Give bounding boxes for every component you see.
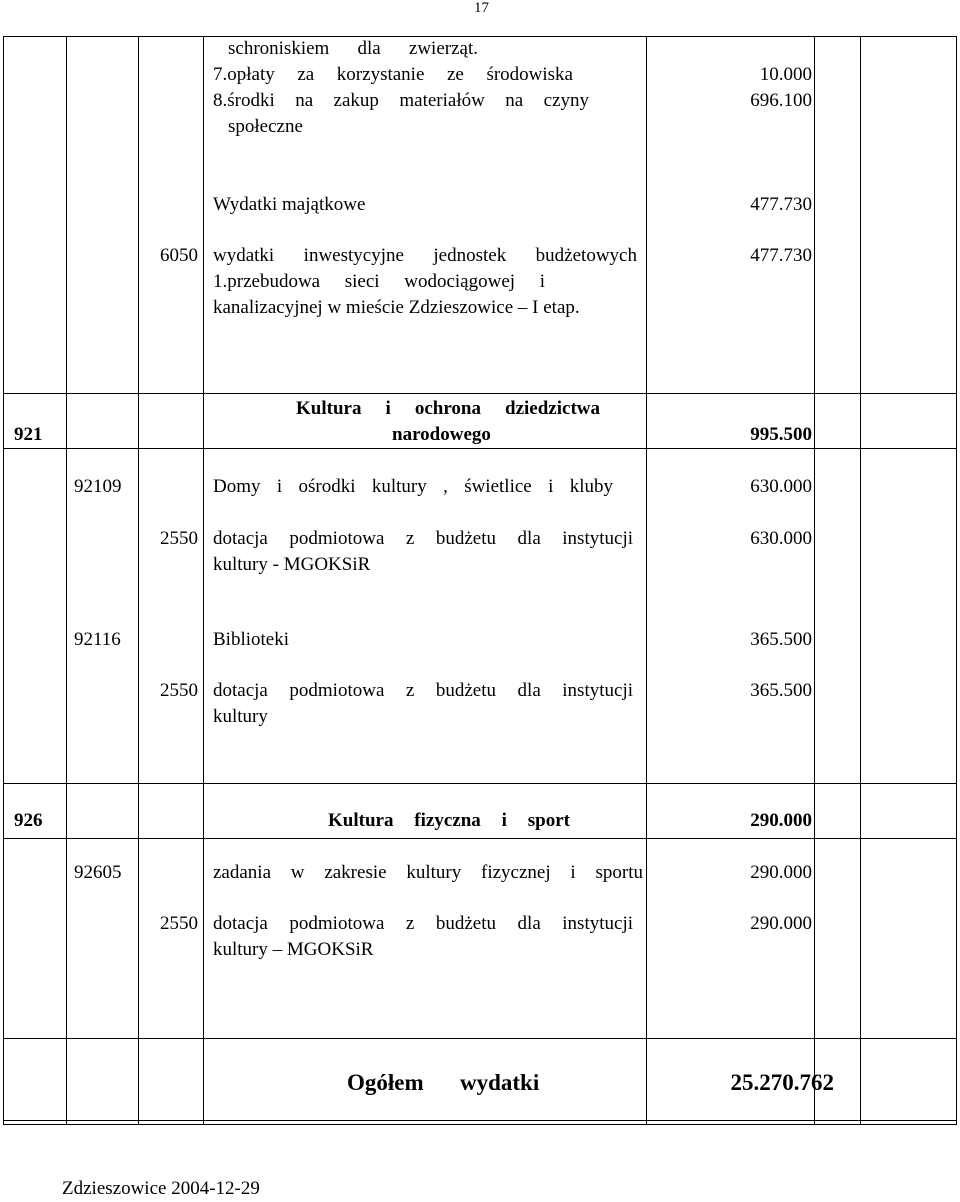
section-amount: 290.000: [750, 810, 812, 831]
column-divider: [646, 36, 647, 1125]
chapter-code: 92605: [74, 862, 122, 883]
chapter-code: 92109: [74, 476, 122, 497]
row-divider: [3, 448, 957, 449]
item-text: społeczne: [228, 116, 303, 137]
item-text: wydatki inwestycyjne jednostek budżetowych: [213, 245, 637, 266]
amount: 365.500: [750, 680, 812, 701]
heading: Wydatki majątkowe: [213, 194, 366, 215]
amount: 290.000: [750, 913, 812, 934]
amount: 630.000: [750, 528, 812, 549]
column-divider: [203, 36, 204, 1125]
paragraph-code: 2550: [160, 528, 198, 549]
item-text: schroniskiem dla zwierząt.: [228, 38, 478, 59]
total-amount: 25.270.762: [730, 1070, 834, 1095]
item-text: kultury - MGOKSiR: [213, 554, 371, 575]
table-border-bottom: [3, 1124, 957, 1125]
section-code: 926: [14, 810, 43, 831]
item-text: dotacja podmiotowa z budżetu dla instytucji: [213, 913, 633, 934]
amount: 696.100: [750, 90, 812, 111]
column-divider: [860, 36, 861, 1125]
item-text: 7.opłaty za korzystanie ze środowiska: [213, 64, 573, 85]
item-text: kanalizacyjnej w mieście Zdzieszowice – I etap.: [213, 297, 580, 318]
total-label: Ogółem: [347, 1070, 424, 1095]
total-label-2: wydatki: [460, 1070, 540, 1095]
footer-date: Zdzieszowice 2004-12-29: [62, 1178, 260, 1199]
section-title: Kultura i ochrona dziedzictwa: [296, 398, 600, 419]
amount: 365.500: [750, 629, 812, 650]
section-amount: 995.500: [750, 424, 812, 445]
table-border-left: [3, 36, 4, 1125]
item-text: kultury: [213, 706, 268, 727]
amount: 10.000: [759, 64, 812, 85]
column-divider: [138, 36, 139, 1125]
item-text: 8.środki na zakup materiałów na czyny: [213, 90, 589, 111]
item-text: kultury – MGOKSiR: [213, 939, 374, 960]
page-number: 17: [474, 0, 489, 16]
amount: 630.000: [750, 476, 812, 497]
row-divider: [3, 1038, 957, 1039]
column-divider: [814, 36, 815, 1125]
row-divider: [3, 783, 957, 784]
amount: 477.730: [750, 194, 812, 215]
row-divider: [3, 393, 957, 394]
amount: 477.730: [750, 245, 812, 266]
paragraph-code: 6050: [160, 245, 198, 266]
section-code: 921: [14, 424, 43, 445]
section-title: narodowego: [392, 424, 491, 445]
chapter-code: 92116: [74, 629, 121, 650]
table-border-top: [3, 36, 957, 37]
chapter-title: Biblioteki: [213, 629, 289, 650]
chapter-title: Domy i ośrodki kultury , świetlice i kluby: [213, 476, 613, 497]
amount: 290.000: [750, 862, 812, 883]
item-text: 1.przebudowa sieci wodociągowej i: [213, 271, 545, 292]
column-divider: [66, 36, 67, 1125]
paragraph-code: 2550: [160, 680, 198, 701]
item-text: dotacja podmiotowa z budżetu dla instytucji: [213, 680, 633, 701]
row-divider: [3, 838, 957, 839]
section-title: Kultura fizyczna i sport: [328, 810, 570, 831]
table-border-right: [956, 36, 957, 1125]
table-border-bottom: [3, 1120, 957, 1121]
chapter-title: zadania w zakresie kultury fizycznej i sportu: [213, 862, 643, 883]
paragraph-code: 2550: [160, 913, 198, 934]
item-text: dotacja podmiotowa z budżetu dla instytucji: [213, 528, 633, 549]
